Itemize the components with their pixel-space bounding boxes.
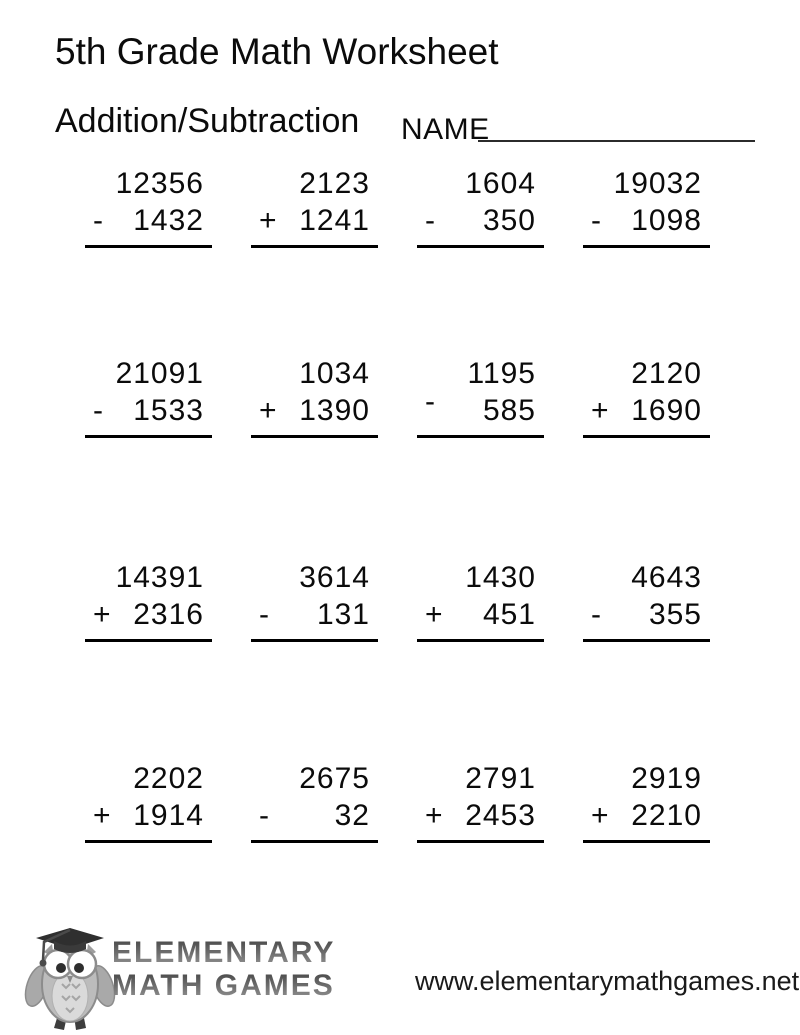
problem-15 [417,760,544,843]
owl-graduate-icon [24,922,116,1032]
problem-8-bottom-row [583,392,710,435]
problem-row-4 [85,760,710,843]
problem-11-bottom-row [417,596,544,639]
problem-2-top-operand: 2123 [299,167,370,200]
problem-2-operator: + [259,204,277,237]
problem-6-bottom-row [251,392,378,435]
problem-5-top-operand: 21091 [115,357,204,390]
problem-12-operator: - [591,598,601,631]
problem-14-bottom-row [251,797,378,840]
problem-9-top-operand: 14391 [115,561,204,594]
problem-10-top-operand: 3614 [299,561,370,594]
problem-12-bottom-operand: 355 [648,598,702,631]
problem-7-bottom-operand: 585 [482,394,536,427]
logo-line-1: ELEMENTARY [112,936,336,969]
problem-2 [251,165,378,248]
problem-1-top-operand: 12356 [115,167,204,200]
name-blank-line [478,110,755,142]
problem-5 [85,355,212,438]
problem-14-operator: - [259,799,269,832]
problem-3-top-operand: 1604 [465,167,536,200]
problem-4-bottom-operand: 1098 [631,204,702,237]
problem-14-top-operand: 2675 [299,762,370,795]
problem-11 [417,559,544,642]
problem-row-2 [85,355,710,438]
problem-8 [583,355,710,438]
problem-12 [583,559,710,642]
problem-3-operator: - [425,204,435,237]
problem-16 [583,760,710,843]
problem-10-operator: - [259,598,269,631]
problem-13 [85,760,212,843]
problem-11-operator: + [425,598,443,631]
problem-13-top-operand: 2202 [133,762,204,795]
problem-14-bottom-operand: 32 [334,799,370,832]
problem-3-bottom-row [417,202,544,245]
problem-4 [583,165,710,248]
problem-7-operator: - [425,385,435,418]
logo-wordmark [112,936,335,1002]
problem-6 [251,355,378,438]
name-label: NAME [401,113,490,146]
problem-10-bottom-row [251,596,378,639]
problem-2-bottom-operand: 1241 [299,204,370,237]
problem-10-bottom-operand: 131 [316,598,370,631]
worksheet-topic: Addition/Subtraction [55,102,360,140]
problem-4-bottom-row [583,202,710,245]
problem-9-operator: + [93,598,111,631]
page-title: 5th Grade Math Worksheet [55,31,499,72]
problem-16-top-operand: 2919 [631,762,702,795]
problem-16-bottom-row [583,797,710,840]
problem-9-bottom-row [85,596,212,639]
problem-7-top-operand: 1195 [467,357,536,390]
problem-4-top-operand: 19032 [613,167,702,200]
problem-11-bottom-operand: 451 [482,598,536,631]
problem-14 [251,760,378,843]
logo-line-2: MATH GAMES [112,969,335,1002]
problem-4-operator: - [591,204,601,237]
problem-1 [85,165,212,248]
problem-5-bottom-operand: 1533 [133,394,204,427]
problem-6-top-operand: 1034 [299,357,370,390]
problem-10 [251,559,378,642]
problem-9-bottom-operand: 2316 [133,598,204,631]
problem-6-operator: + [259,394,277,427]
problem-12-top-operand: 4643 [631,561,702,594]
problem-row-1 [85,165,710,248]
problem-16-operator: + [591,799,609,832]
problem-7-bottom-row [417,385,544,435]
problem-8-top-operand: 2120 [631,357,702,390]
problem-15-bottom-operand: 2453 [465,799,536,832]
problem-15-top-operand: 2791 [465,762,536,795]
problem-13-bottom-operand: 1914 [133,799,204,832]
problem-1-operator: - [93,204,103,237]
problem-15-bottom-row [417,797,544,840]
website-url: www.elementarymathgames.net [415,966,800,996]
problem-5-operator: - [93,394,103,427]
problem-6-bottom-operand: 1390 [299,394,370,427]
problem-2-bottom-row [251,202,378,245]
problem-13-bottom-row [85,797,212,840]
problem-3 [417,165,544,248]
problem-row-3 [85,559,710,642]
problem-1-bottom-operand: 1432 [133,204,204,237]
problem-16-bottom-operand: 2210 [631,799,702,832]
problem-8-operator: + [591,394,609,427]
problem-3-bottom-operand: 350 [482,204,536,237]
problem-15-operator: + [425,799,443,832]
problem-8-bottom-operand: 1690 [631,394,702,427]
problem-12-bottom-row [583,596,710,639]
problem-1-bottom-row [85,202,212,245]
problem-7 [417,355,544,438]
problem-5-bottom-row [85,392,212,435]
problem-13-operator: + [93,799,111,832]
problem-9 [85,559,212,642]
problem-11-top-operand: 1430 [465,561,536,594]
